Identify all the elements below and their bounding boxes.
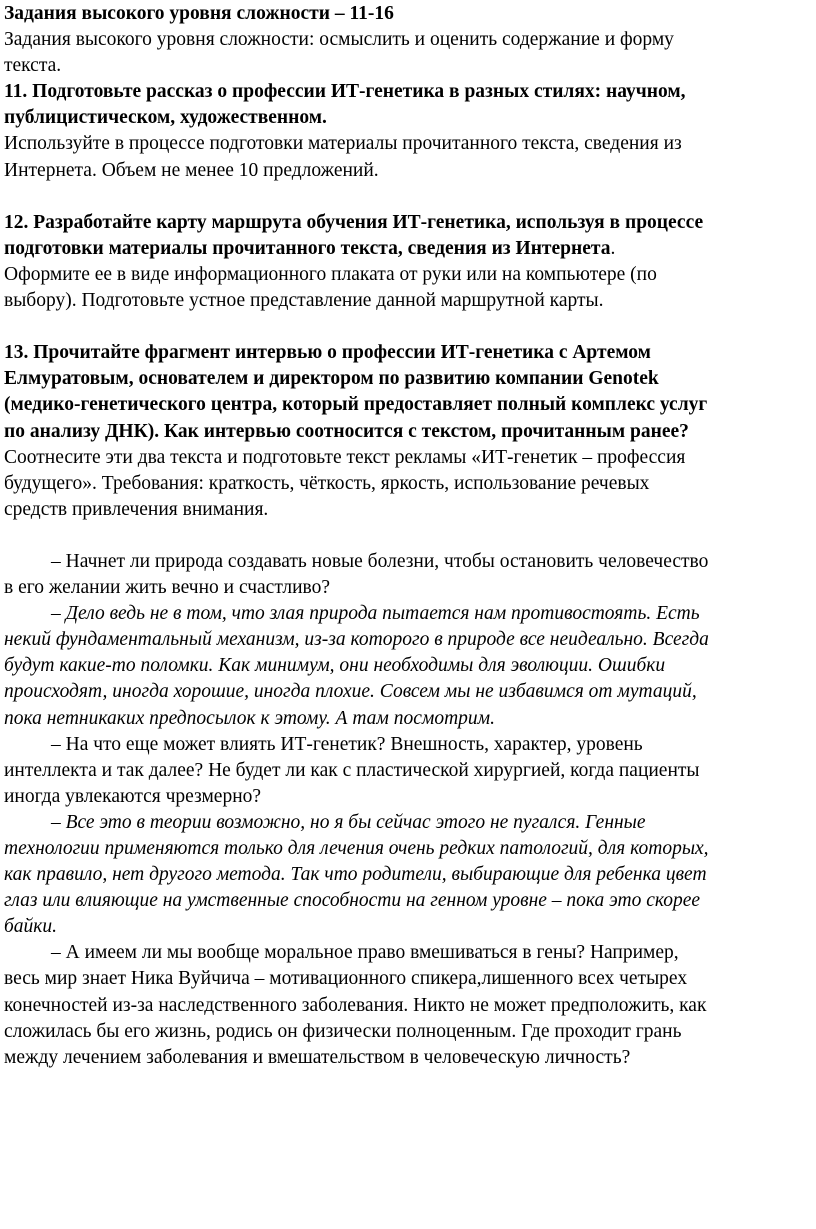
interview-line: сложилась бы его жизнь, родись он физически полноценным. Где проходит грань xyxy=(4,1020,682,1042)
task-13-body-line: будущего». Требования: краткость, чёткость, яркость, использование речевых xyxy=(4,472,650,494)
interview-answer xyxy=(4,810,810,940)
task-11-body-line: Используйте в процессе подготовки материалы прочитанного текста, сведения из xyxy=(4,133,682,155)
interview-line: между лечением заболевания и вмешательством в человеческую личность? xyxy=(4,1046,631,1068)
intro-line: текста. xyxy=(4,55,62,77)
task-13-title-line: Елмуратовым, основателем и директором по развитию компании Genotek xyxy=(4,368,659,390)
interview-fragment xyxy=(4,549,810,1071)
interview-line: – Все это в теории возможно, но я бы сейчас этого не пугался. Генные xyxy=(51,811,646,833)
task-12-body-line: Оформите ее в виде информационного плаката от руки или на компьютере (по xyxy=(4,263,657,285)
paragraph-gap xyxy=(4,184,810,210)
interview-line: интеллекта и так далее? Не будет ли как с пластической хирургией, когда пациенты xyxy=(4,759,700,781)
paragraph-gap xyxy=(4,523,810,549)
interview-line: – Дело ведь не в том, что злая природа пытается нам противостоять. Есть xyxy=(51,603,700,625)
interview-line: – Начнет ли природа создавать новые болезни, чтобы остановить человечество xyxy=(51,550,709,572)
interview-answer xyxy=(4,601,810,731)
interview-line: некий фундаментальный механизм, из-за которого в природе все неидеально. Всегда xyxy=(4,629,709,651)
interview-line: конечностей из-за наследственного заболевания. Никто не может предположить, как xyxy=(4,994,707,1016)
interview-line: – А имеем ли мы вообще моральное право вмешиваться в гены? Например, xyxy=(51,942,679,964)
task-13-title-line: (медико-генетического центра, который предоставляет полный комплекс услуг xyxy=(4,394,708,416)
task-12 xyxy=(4,210,810,314)
task-12-title-line-wrap xyxy=(4,236,810,262)
task-13-body-line: Соотнесите эти два текста и подготовьте текст рекламы «ИТ-генетик – профессия xyxy=(4,446,686,468)
interview-line: глаз или влияющие на умственные способности на генном уровне – пока это скорее xyxy=(4,890,701,912)
interview-line: пока нетникаких предпосылок к этому. А там посмотрим. xyxy=(4,707,495,729)
task-12-title-end: . xyxy=(610,237,616,259)
interview-line: в его желании жить вечно и счастливо? xyxy=(4,577,331,599)
paragraph-gap xyxy=(4,314,810,340)
interview-line: как правило, нет другого метода. Так что родители, выбирающие для ребенка цвет xyxy=(4,864,707,886)
interview-line: будут какие-то поломки. Как минимум, они необходимы для эволюции. Ошибки xyxy=(4,655,666,677)
task-12-body-line: выбору). Подготовьте устное представление данной маршрутной карты. xyxy=(4,290,604,312)
interview-question xyxy=(4,549,810,601)
interview-line: происходят, иногда хорошие, иногда плохие. Совсем мы не избавимся от мутаций, xyxy=(4,681,697,703)
heading-section xyxy=(4,1,810,79)
task-11-title-line: публицистическом, художественном. xyxy=(4,107,327,129)
interview-line: весь мир знает Ника Вуйчича – мотивационного спикера,лишенного всех четырех xyxy=(4,968,688,990)
task-13-title-line: по анализу ДНК). Как интервью соотносится с текстом, прочитанным ранее? xyxy=(4,420,689,442)
task-11 xyxy=(4,79,810,183)
page-title: Задания высокого уровня сложности – 11-16 xyxy=(4,3,394,24)
interview-line: иногда увлекаются чрезмерно? xyxy=(4,785,262,807)
task-13-title-line: 13. Прочитайте фрагмент интервью о профессии ИТ-генетика с Артемом xyxy=(4,342,651,364)
task-13-body-line: средств привлечения внимания. xyxy=(4,498,269,520)
task-11-body-line: Интернета. Объем не менее 10 предложений. xyxy=(4,159,379,181)
interview-line: технологии применяются только для лечения очень редких патологий, для которых, xyxy=(4,838,709,859)
interview-line: – На что еще может влиять ИТ-генетик? Внешность, характер, уровень xyxy=(51,733,643,755)
interview-question xyxy=(4,940,810,1070)
task-13 xyxy=(4,340,810,523)
intro-line: Задания высокого уровня сложности: осмыслить и оценить содержание и форму xyxy=(4,29,674,51)
task-12-title-line: 12. Разработайте карту маршрута обучения ИТ-генетика, используя в процессе xyxy=(4,211,704,233)
task-12-title-line: подготовки материалы прочитанного текста, сведения из Интернета xyxy=(4,237,611,259)
interview-line: байки. xyxy=(4,916,58,938)
task-11-title-line: 11. Подготовьте рассказ о профессии ИТ-генетика в разных стилях: научном, xyxy=(4,81,686,103)
interview-question xyxy=(4,732,810,810)
